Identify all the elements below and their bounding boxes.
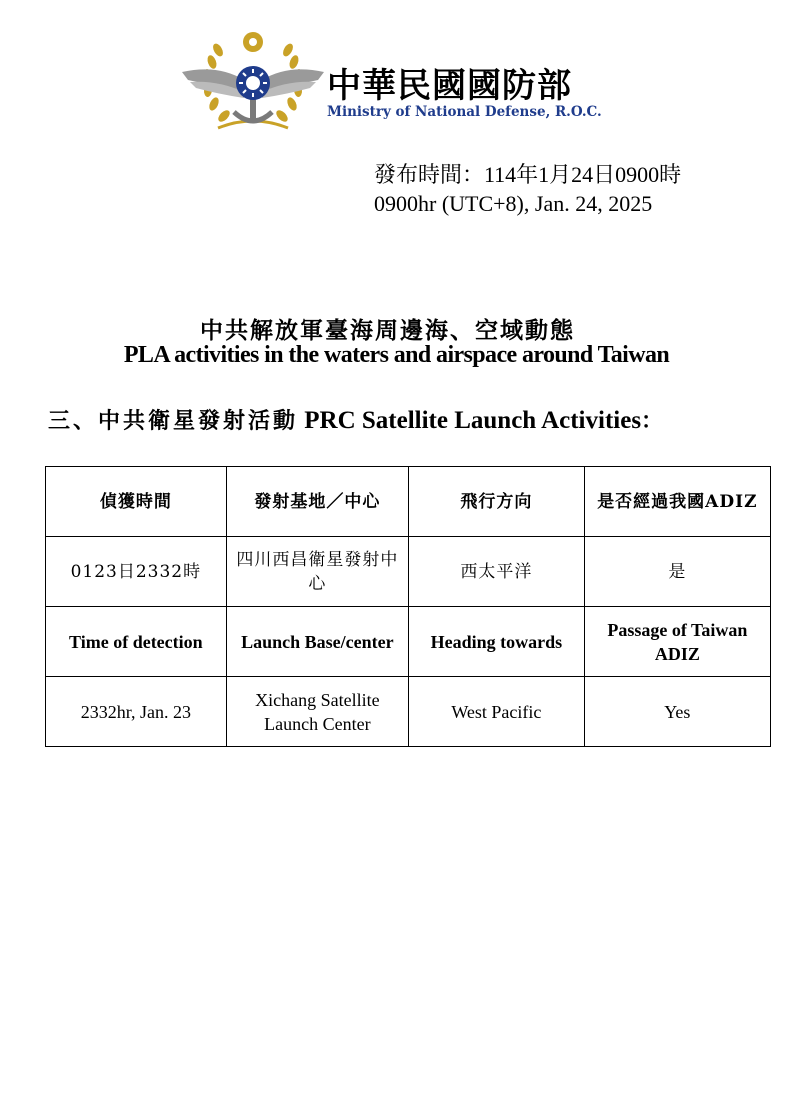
cell-heading-cn: 西太平洋 [408, 537, 584, 607]
table-row-english [46, 677, 771, 747]
release-time-english: 0900hr (UTC+8), Jan. 24, 2025 [374, 191, 653, 216]
document-title-english: PLA activities in the waters and airspace around Taiwan [123, 342, 670, 368]
table-header-row-chinese [46, 467, 771, 537]
header-adiz-passage-en: Passage of Taiwan ADIZ [584, 607, 770, 677]
header-heading-cn: 飛行方向 [408, 467, 584, 537]
section-heading-colon: ： [641, 408, 667, 434]
org-name-chinese: 中華民國國防部 [327, 66, 572, 106]
cell-adiz-passage-en: Yes [584, 677, 770, 747]
section-heading [48, 404, 666, 435]
header-launch-base-en: Launch Base/center [226, 607, 408, 677]
section-heading-english: PRC Satellite Launch Activities [304, 407, 642, 434]
cell-detection-time-en: 2332hr, Jan. 23 [46, 677, 227, 747]
header-adiz-passage-cn: 是否經過我國ADIZ [584, 467, 770, 537]
satellite-launch-table [45, 466, 771, 747]
cell-heading-en: West Pacific [408, 677, 584, 747]
cell-launch-base-en: Xichang Satellite Launch Center [226, 677, 408, 747]
emblem-icon [178, 28, 328, 138]
org-name-english: Ministry of National Defense, R.O.C. [327, 104, 602, 120]
table-row-chinese [46, 537, 771, 607]
cell-launch-base-cn: 四川西昌衛星發射中心 [226, 537, 408, 607]
table-header-row-english [46, 607, 771, 677]
section-heading-chinese: 三、中共衛星發射活動 [48, 408, 299, 434]
header-detection-time-cn: 偵獲時間 [46, 467, 227, 537]
release-time-chinese: 發布時間：114年1月24日0900時 [374, 162, 682, 187]
header-launch-base-cn: 發射基地／中心 [226, 467, 408, 537]
cell-adiz-passage-cn: 是 [584, 537, 770, 607]
cell-detection-time-cn: 0123日2332時 [46, 537, 227, 607]
document-title-chinese: 中共解放軍臺海周邊海、空域動態 [200, 317, 575, 344]
header-detection-time-en: Time of detection [46, 607, 227, 677]
header-heading-en: Heading towards [408, 607, 584, 677]
mnd-emblem-logo [178, 28, 328, 138]
